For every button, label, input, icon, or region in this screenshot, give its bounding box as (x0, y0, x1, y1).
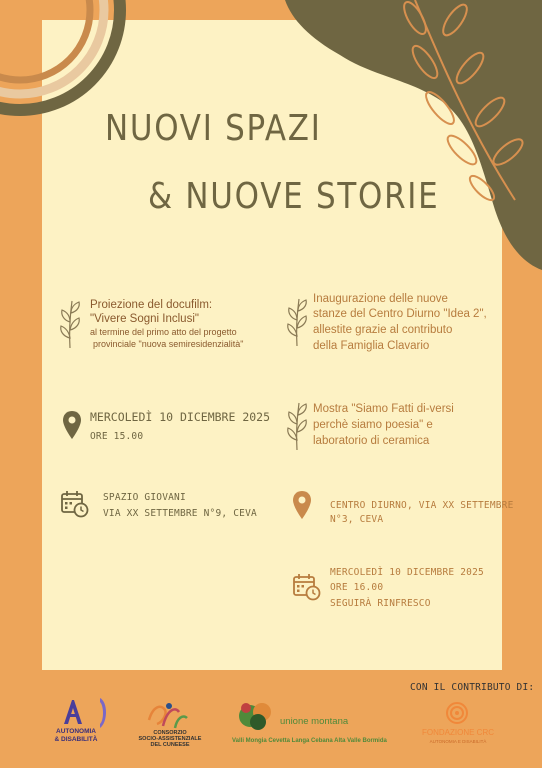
consorzio-logo (145, 700, 189, 730)
autonomia-logo-line-1: AUTONOMIA (56, 728, 96, 735)
left-event-date: MERCOLEDÌ 10 DICEMBRE 2025 (90, 410, 271, 424)
left-venue-name: SPAZIO GIOVANI (103, 492, 186, 503)
calendar-clock-icon (60, 490, 90, 518)
autonomia-disabilita-logo (60, 696, 112, 730)
event2-line-3: allestite grazie al contributo (313, 324, 453, 336)
title-line-1: NUOVI SPAZI (105, 108, 322, 149)
unione-montana-name: unione montana (280, 716, 349, 727)
event1-heading: Proiezione del docufilm: (90, 299, 213, 311)
fondazione-crc-sub: AUTONOMIA E DISABILITÀ (429, 739, 487, 744)
contributo-label: CON IL CONTRIBUTO DI: (410, 682, 535, 693)
consorzio-logo-line-1: CONSORZIO (153, 730, 187, 736)
event2-line-4: della Famiglia Clavario (313, 340, 430, 352)
top-left-arcs-decoration (0, 0, 120, 110)
event2-line-1: Inaugurazione delle nuove (313, 293, 448, 305)
unione-montana-sub: Valli Mongia Cevetta Langa Cebana Alta Valle Bormida (232, 738, 387, 744)
event1-note-1: al termine del primo atto del progetto (90, 327, 237, 337)
right-event-date: MERCOLEDÌ 10 DICEMBRE 2025 (330, 567, 484, 578)
location-pin-icon (62, 410, 82, 440)
right-event-time: ORE 16.00 (330, 582, 384, 593)
autonomia-logo-line-2: & DISABILITÀ (54, 736, 98, 743)
event1-note-2: provinciale "nuova semiresidenzialità" (93, 339, 244, 349)
leaf-sprig-icon (285, 296, 309, 348)
fondazione-crc-logo (440, 700, 474, 726)
event1-film: "Vivere Sogni Inclusi" (90, 313, 199, 325)
event3-line-2: perchè siamo poesia" e (313, 419, 433, 431)
calendar-clock-icon (292, 573, 322, 601)
event3-line-1: Mostra "Siamo Fatti di-versi (313, 403, 454, 415)
fondazione-crc-name: FONDAZIONE CRC (422, 728, 494, 737)
right-event-extra: SEGUIRÀ RINFRESCO (330, 598, 431, 609)
unione-montana-logo (234, 700, 280, 734)
location-pin-icon (292, 490, 312, 520)
consorzio-logo-line-2: SOCIO-ASSISTENZIALE (138, 736, 202, 742)
event3-line-3: laboratorio di ceramica (313, 435, 430, 447)
leaf-sprig-icon (285, 400, 309, 452)
consorzio-logo-line-3: DEL CUNEESE (150, 742, 190, 748)
left-event-time: ORE 15.00 (90, 431, 144, 442)
top-right-blob-decoration (285, 0, 542, 270)
title-line-2: & NUOVE STORIE (148, 176, 440, 217)
leaf-sprig-icon (58, 298, 82, 350)
right-venue-address: CENTRO DIURNO, VIA XX SETTEMBRE N°3, CEVA (330, 500, 514, 525)
left-venue-address: VIA XX SETTEMBRE N°9, CEVA (103, 508, 257, 519)
event2-line-2: stanze del Centro Diurno "Idea 2", (313, 308, 487, 320)
